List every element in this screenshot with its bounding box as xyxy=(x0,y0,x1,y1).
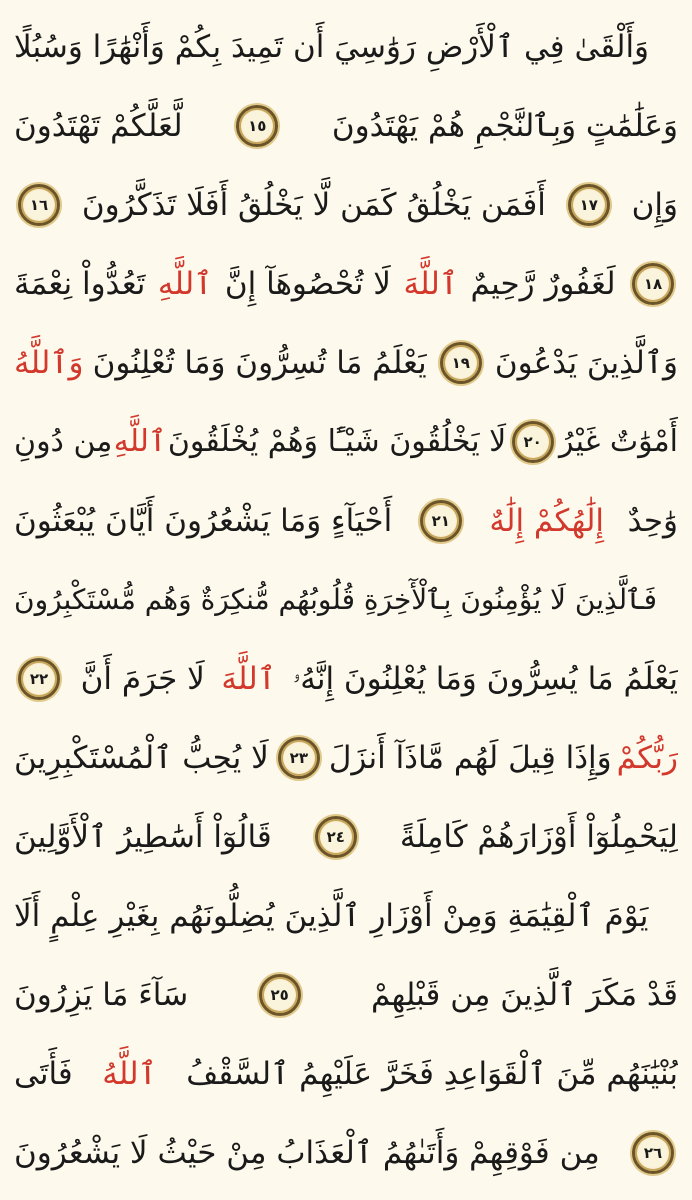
verse-text: وَٰحِدٌ xyxy=(627,503,678,539)
verse-number-marker: ١٦ xyxy=(18,184,60,226)
verse-number-marker: ٢٤ xyxy=(315,816,357,858)
verse-number-marker: ٢٠ xyxy=(512,421,554,463)
divine-name-text: ٱللَّهُ xyxy=(102,1056,157,1092)
text-line xyxy=(14,91,678,161)
divine-name-text: ٱللَّهِ xyxy=(157,266,213,302)
verse-text: وَإِذَا قِيلَ لَهُم مَّاذَآ أَنزَلَ xyxy=(328,740,612,776)
divine-name-text: إِلَٰهُكُمْ إِلَٰهٌ xyxy=(489,503,605,539)
verse-number-marker: ٢٣ xyxy=(278,737,320,779)
divine-name-text: ٱللَّهَ xyxy=(403,266,458,302)
verse-text: لَا يَخْلُقُونَ شَيْـًٔا وَهُمْ يُخْلَقُونَ xyxy=(167,424,507,459)
text-line xyxy=(14,249,678,319)
verse-text: مِن دُونِ xyxy=(14,424,113,459)
divine-name-text: ٱللَّهَ xyxy=(221,661,276,697)
text-line xyxy=(14,802,678,872)
verse-lines xyxy=(14,12,678,1188)
text-line xyxy=(14,1118,678,1188)
text-line xyxy=(14,486,678,556)
verse-text: يَعْلَمُ مَا تُسِرُّونَ وَمَا تُعْلِنُونَ xyxy=(92,345,427,381)
text-line xyxy=(14,960,678,1030)
verse-text: سَآءَ مَا يَزِرُونَ xyxy=(14,977,189,1013)
verse-text: وَٱلَّذِينَ يَدْعُونَ xyxy=(494,345,678,381)
text-line xyxy=(14,1039,678,1109)
verse-number-marker: ٢٦ xyxy=(632,1132,674,1174)
verse-text: تَعُدُّواْ نِعْمَةَ xyxy=(14,266,146,302)
text-line xyxy=(14,12,678,82)
verse-text: بُنْيَٰنَهُم مِّنَ ٱلْقَوَاعِدِ فَخَرَّ عَلَيْهِمُ ٱلسَّقْفُ xyxy=(186,1056,678,1092)
text-line xyxy=(14,881,678,951)
verse-text: لَّعَلَّكُمْ تَهْتَدُونَ xyxy=(14,108,183,144)
verse-number-marker: ١٥ xyxy=(236,105,278,147)
verse-text: أَحْيَآءٍ وَمَا يَشْعُرُونَ أَيَّانَ يُبْعَثُونَ xyxy=(14,503,393,539)
divine-name-text: وَٱللَّهُ xyxy=(14,345,84,381)
verse-text: أَمْوَٰتٌ غَيْرُ xyxy=(559,424,678,459)
verse-text: مِن فَوْقِهِمْ وَأَتَىٰهُمُ ٱلْعَذَابُ مِنْ حَيْثُ لَا يَشْعُرُونَ xyxy=(14,1135,600,1171)
verse-number-marker: ١٧ xyxy=(568,184,610,226)
text-line xyxy=(14,723,678,793)
verse-text: لِيَحْمِلُوٓاْ أَوْزَارَهُمْ كَامِلَةً xyxy=(399,819,678,855)
text-line xyxy=(14,407,678,477)
verse-text: وَإِن xyxy=(631,187,678,223)
divine-name-text: رَبُّكُمْ xyxy=(616,740,678,776)
verse-text: لَا جَرَمَ أَنَّ xyxy=(80,661,205,697)
text-line xyxy=(14,565,678,635)
verse-text: يَوْمَ ٱلْقِيَٰمَةِ وَمِنْ أَوْزَارِ ٱلَّذِينَ يُضِلُّونَهُم بِغَيْرِ عِلْمٍ أَلَا xyxy=(14,898,649,934)
verse-text: وَأَلْقَىٰ فِي ٱلْأَرْضِ رَوَٰسِيَ أَن تَمِيدَ بِكُمْ وَأَنْهَٰرًا وَسُبُلًا xyxy=(14,29,650,65)
verse-text: لَغَفُورٌ رَّحِيمٌ xyxy=(470,266,616,302)
verse-text: أَفَمَن يَخْلُقُ كَمَن لَّا يَخْلُقُ أَفَلَا تَذَكَّرُونَ xyxy=(81,187,546,223)
text-line xyxy=(14,328,678,398)
verse-text: فَأَتَى xyxy=(14,1056,73,1092)
verse-number-marker: ٢٢ xyxy=(18,658,60,700)
verse-text: فَٱلَّذِينَ لَا يُؤْمِنُونَ بِٱلْأٓخِرَةِ قُلُوبُهُم مُّنكِرَةٌ وَهُم مُّسْتَكْبِرُونَ xyxy=(14,583,658,616)
text-line xyxy=(14,170,678,240)
verse-number-marker: ١٩ xyxy=(440,342,482,384)
verse-text: قَدْ مَكَرَ ٱلَّذِينَ مِن قَبْلِهِمْ xyxy=(370,977,678,1013)
verse-text: يَعْلَمُ مَا يُسِرُّونَ وَمَا يُعْلِنُونَ إِنَّهُۥ xyxy=(292,661,678,697)
divine-name-text: ٱللَّهِ xyxy=(113,424,167,459)
verse-text: وَعَلَٰمَٰتٍ وَبِٱلنَّجْمِ هُمْ يَهْتَدُونَ xyxy=(331,108,678,144)
verse-number-marker: ٢١ xyxy=(420,500,462,542)
verse-number-marker: ٢٥ xyxy=(259,974,301,1016)
verse-text: لَا تُحْصُوهَآ إِنَّ xyxy=(224,266,391,302)
verse-number-marker: ١٨ xyxy=(632,263,674,305)
verse-text: قَالُوٓاْ أَسَٰطِيرُ ٱلْأَوَّلِينَ xyxy=(14,819,272,855)
verse-text: لَا يُحِبُّ ٱلْمُسْتَكْبِرِينَ xyxy=(14,740,269,776)
text-line xyxy=(14,644,678,714)
